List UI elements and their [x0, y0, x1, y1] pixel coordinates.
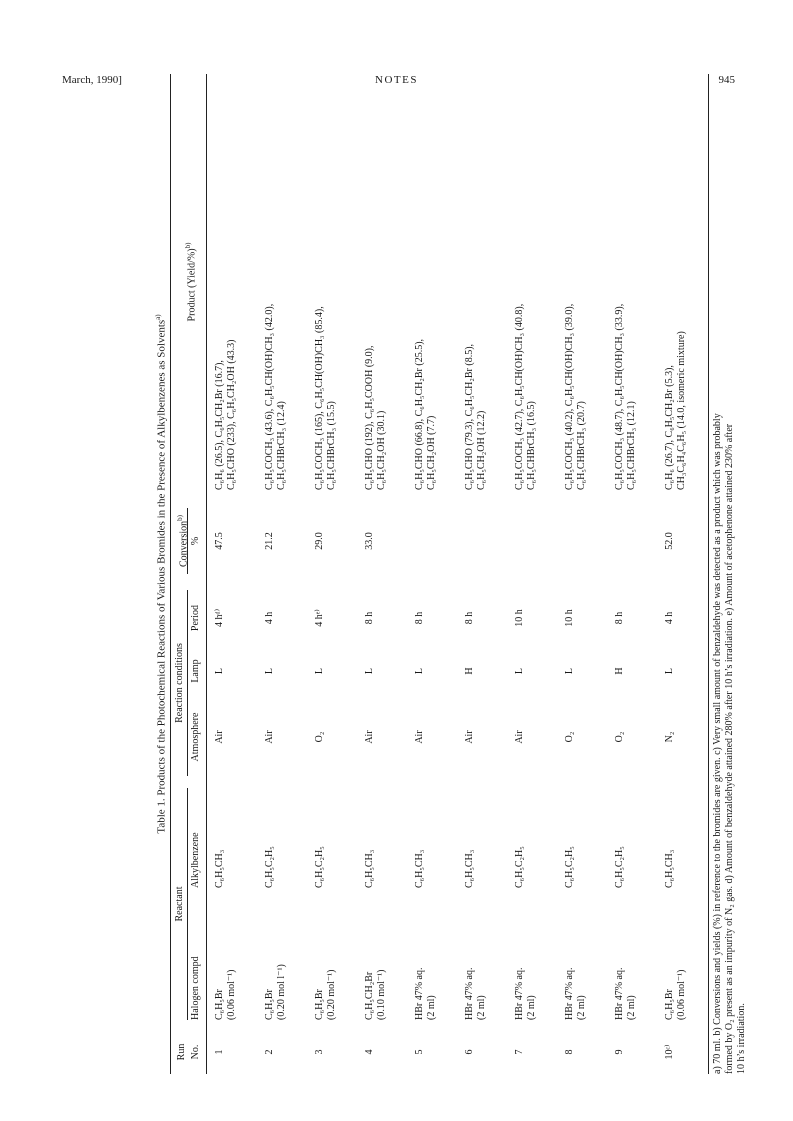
- table-footnote: 10 h’s irradiation.: [736, 1003, 747, 1074]
- cell-halogen: C₆H₅Br (0.20 mol l⁻¹): [264, 964, 287, 1020]
- table-bottom-rule: [708, 74, 709, 1074]
- cell-run: 4: [364, 1049, 375, 1055]
- table-row: [214, 74, 264, 1074]
- cell-halogen: C₆H₅Br (0.20 mol⁻¹): [314, 969, 337, 1020]
- cell-run: 5: [414, 1049, 425, 1055]
- cell-atmosphere: Air: [514, 730, 525, 744]
- cell-alkylbenzene: C₆H₅C₂H₅: [264, 846, 275, 888]
- cell-run: 3: [314, 1049, 325, 1055]
- cell-lamp: L: [214, 667, 225, 675]
- table-row: [264, 74, 314, 1074]
- table-top-rule: [170, 74, 171, 1074]
- header-conversion-unit: %: [190, 536, 201, 546]
- cell-period: 8 h: [364, 611, 375, 625]
- cell-conversion: 33.0: [364, 532, 375, 550]
- table-row: [514, 74, 564, 1074]
- header-alkylbenzene: Alkylbenzene: [190, 832, 201, 888]
- cell-atmosphere: Air: [364, 730, 375, 744]
- conditions-span-rule: [187, 590, 188, 776]
- conversion-span-rule: [187, 508, 188, 574]
- table-row: [664, 74, 714, 1074]
- cell-halogen: C₆H₅Br (0.06 mol⁻¹): [664, 969, 687, 1020]
- cell-run: 7: [514, 1049, 525, 1055]
- rotated-table-block: [152, 74, 793, 1074]
- cell-period: 8 h: [414, 611, 425, 625]
- product-footnote-marker: b): [184, 242, 192, 249]
- cell-product: C₆H₅COCH₃ (42.7), C₆H₅CH(OH)CH₃ (40.8), C₆H₅CHBrCH₃ (16.5): [514, 303, 537, 490]
- cell-atmosphere: Air: [464, 730, 475, 744]
- table-footnote: formed by O₂ present as an impurity of N₂ gas. d) Amount of benzaldehyde attained 280% after 10 h’s irradiation. e) Amount of acetophenone attained 230% after: [724, 423, 735, 1074]
- cell-run: 1: [214, 1049, 225, 1055]
- cell-run: 2: [264, 1049, 275, 1055]
- cell-product: C₆H₅CHO (79.3), C₆H₅CH₂Br (8.5), C₆H₅CH₂OH (12.2): [464, 343, 487, 490]
- cell-period: 4 hᵉ⁾: [314, 609, 325, 627]
- cell-halogen: C₆H₅Br (0.06 mol⁻¹): [214, 969, 237, 1020]
- cell-alkylbenzene: C₆H₅CH₃: [464, 849, 475, 888]
- table-row: [464, 74, 514, 1074]
- cell-atmosphere: N₂: [664, 731, 675, 743]
- header-period: Period: [190, 604, 201, 632]
- cell-run: 9: [614, 1049, 625, 1055]
- cell-product: C₆H₅COCH₃ (48.7), C₆H₅CH(OH)CH₃ (33.9), C₆H₅CHBrCH₃ (12.1): [614, 303, 637, 490]
- table-row: [564, 74, 614, 1074]
- table-row: [314, 74, 364, 1074]
- cell-alkylbenzene: C₆H₅CH₃: [664, 849, 675, 888]
- cell-halogen: HBr 47% aq. (2 ml): [564, 967, 587, 1020]
- cell-halogen: HBr 47% aq. (2 ml): [614, 967, 637, 1020]
- reactant-span-rule: [187, 788, 188, 1020]
- header-bottom-rule: [206, 74, 207, 1074]
- cell-run: 8: [564, 1049, 575, 1055]
- cell-product: C₆H₅CHO (66.8), C₆H₅CH₂Br (25.5), C₆H₅CH₂OH (7.7): [414, 338, 437, 490]
- cell-halogen: HBr 47% aq. (2 ml): [514, 967, 537, 1020]
- cell-period: 4 h: [664, 611, 675, 625]
- cell-period: 8 h: [464, 611, 475, 625]
- cell-alkylbenzene: C₆H₅C₂H₅: [614, 846, 625, 888]
- header-halogen: Halogen compd: [190, 956, 201, 1020]
- running-header-date: March, 1990]: [62, 74, 122, 86]
- caption-footnote-marker: a): [154, 314, 162, 320]
- cell-period: 4 h: [264, 611, 275, 625]
- cell-lamp: L: [514, 667, 525, 675]
- cell-lamp: L: [264, 667, 275, 675]
- cell-atmosphere: O₂: [564, 731, 575, 743]
- header-no: No.: [190, 1044, 201, 1060]
- cell-atmosphere: Air: [414, 730, 425, 744]
- cell-period: 8 h: [614, 611, 625, 625]
- cell-alkylbenzene: C₆H₅C₂H₅: [514, 846, 525, 888]
- cell-period: 4 hᵈ⁾: [214, 608, 225, 628]
- conversion-footnote-marker: b): [176, 515, 184, 521]
- cell-lamp: H: [614, 667, 625, 675]
- cell-lamp: L: [364, 667, 375, 675]
- cell-lamp: L: [414, 667, 425, 675]
- header-conditions: Reaction conditions: [174, 643, 185, 723]
- cell-halogen: C₆H₅CH₂Br (0.10 mol⁻¹): [364, 969, 387, 1020]
- header-conversion: Conversion$^{b)}$: [176, 515, 190, 567]
- cell-atmosphere: O₂: [614, 731, 625, 743]
- cell-atmosphere: Air: [214, 730, 225, 744]
- cell-alkylbenzene: C₆H₅CH₃: [364, 849, 375, 888]
- cell-atmosphere: O₂: [314, 731, 325, 743]
- cell-period: 10 h: [564, 609, 575, 627]
- table-footnote: a) 70 ml. b) Conversions and yields (%) in reference to the bromides are given. c) Very small amount of benzaldehyde was detected as a product which was probably: [712, 413, 723, 1074]
- cell-conversion: 52.0: [664, 532, 675, 550]
- cell-run: 6: [464, 1049, 475, 1055]
- cell-alkylbenzene: C₆H₅CH₃: [414, 849, 425, 888]
- cell-halogen: HBr 47% aq. (2 ml): [414, 967, 437, 1020]
- table-caption: Table 1. Products of the Photochemical Reactions of Various Bromides in the Presence of Alkylbenzenes as Solvents$^{a)}$: [154, 314, 168, 834]
- cell-run: 10ᶜ⁾: [664, 1044, 675, 1060]
- cell-lamp: L: [564, 667, 575, 675]
- cell-lamp: H: [464, 667, 475, 675]
- header-reactant: Reactant: [174, 886, 185, 922]
- table-row: [364, 74, 414, 1074]
- cell-alkylbenzene: C₆H₅CH₃: [214, 849, 225, 888]
- table-row: [614, 74, 664, 1074]
- cell-alkylbenzene: C₆H₅C₂H₅: [314, 846, 325, 888]
- cell-product: C₆H₅COCH₃ (43.6), C₆H₅CH(OH)CH₃ (42.0), C₆H₅CHBrCH₃ (12.4): [264, 303, 287, 490]
- header-run: Run: [176, 1043, 187, 1061]
- cell-lamp: L: [664, 667, 675, 675]
- cell-product: C₆H₆ (26.5), C₆H₅CH₂Br (16.7), C₆H₅CHO (233), C₆H₅CH₂OH (43.3): [214, 339, 237, 490]
- cell-product: C₆H₆ (26.7), C₆H₅CH₂Br (5.3), CH₃C₆H₄C₆H₅ (14.0, isomeric mixture): [664, 331, 687, 490]
- running-header-section: NOTES: [375, 74, 418, 86]
- page-number: 945: [718, 74, 735, 86]
- cell-product: C₆H₅CHO (192), C₆H₅COOH (9.0), C₆H₅CH₂OH (30.1): [364, 345, 387, 490]
- cell-product: C₆H₅COCH₃ (165), C₆H₅CH(OH)CH₃ (85.4), C₆H₅CHBrCH₃ (15.5): [314, 306, 337, 490]
- cell-alkylbenzene: C₆H₅C₂H₅: [564, 846, 575, 888]
- cell-conversion: 29.0: [314, 532, 325, 550]
- header-product: Product (Yield/%)$^{b)}$: [184, 242, 198, 322]
- cell-atmosphere: Air: [264, 730, 275, 744]
- cell-lamp: L: [314, 667, 325, 675]
- cell-conversion: 47.5: [214, 532, 225, 550]
- cell-halogen: HBr 47% aq. (2 ml): [464, 967, 487, 1020]
- header-lamp: Lamp: [190, 659, 201, 683]
- cell-period: 10 h: [514, 609, 525, 627]
- header-atmosphere: Atmosphere: [190, 712, 201, 762]
- cell-conversion: 21.2: [264, 532, 275, 550]
- table-row: [414, 74, 464, 1074]
- cell-product: C₆H₅COCH₃ (40.2), C₆H₅CH(OH)CH₃ (39.0), C₆H₅CHBrCH₃ (20.7): [564, 303, 587, 490]
